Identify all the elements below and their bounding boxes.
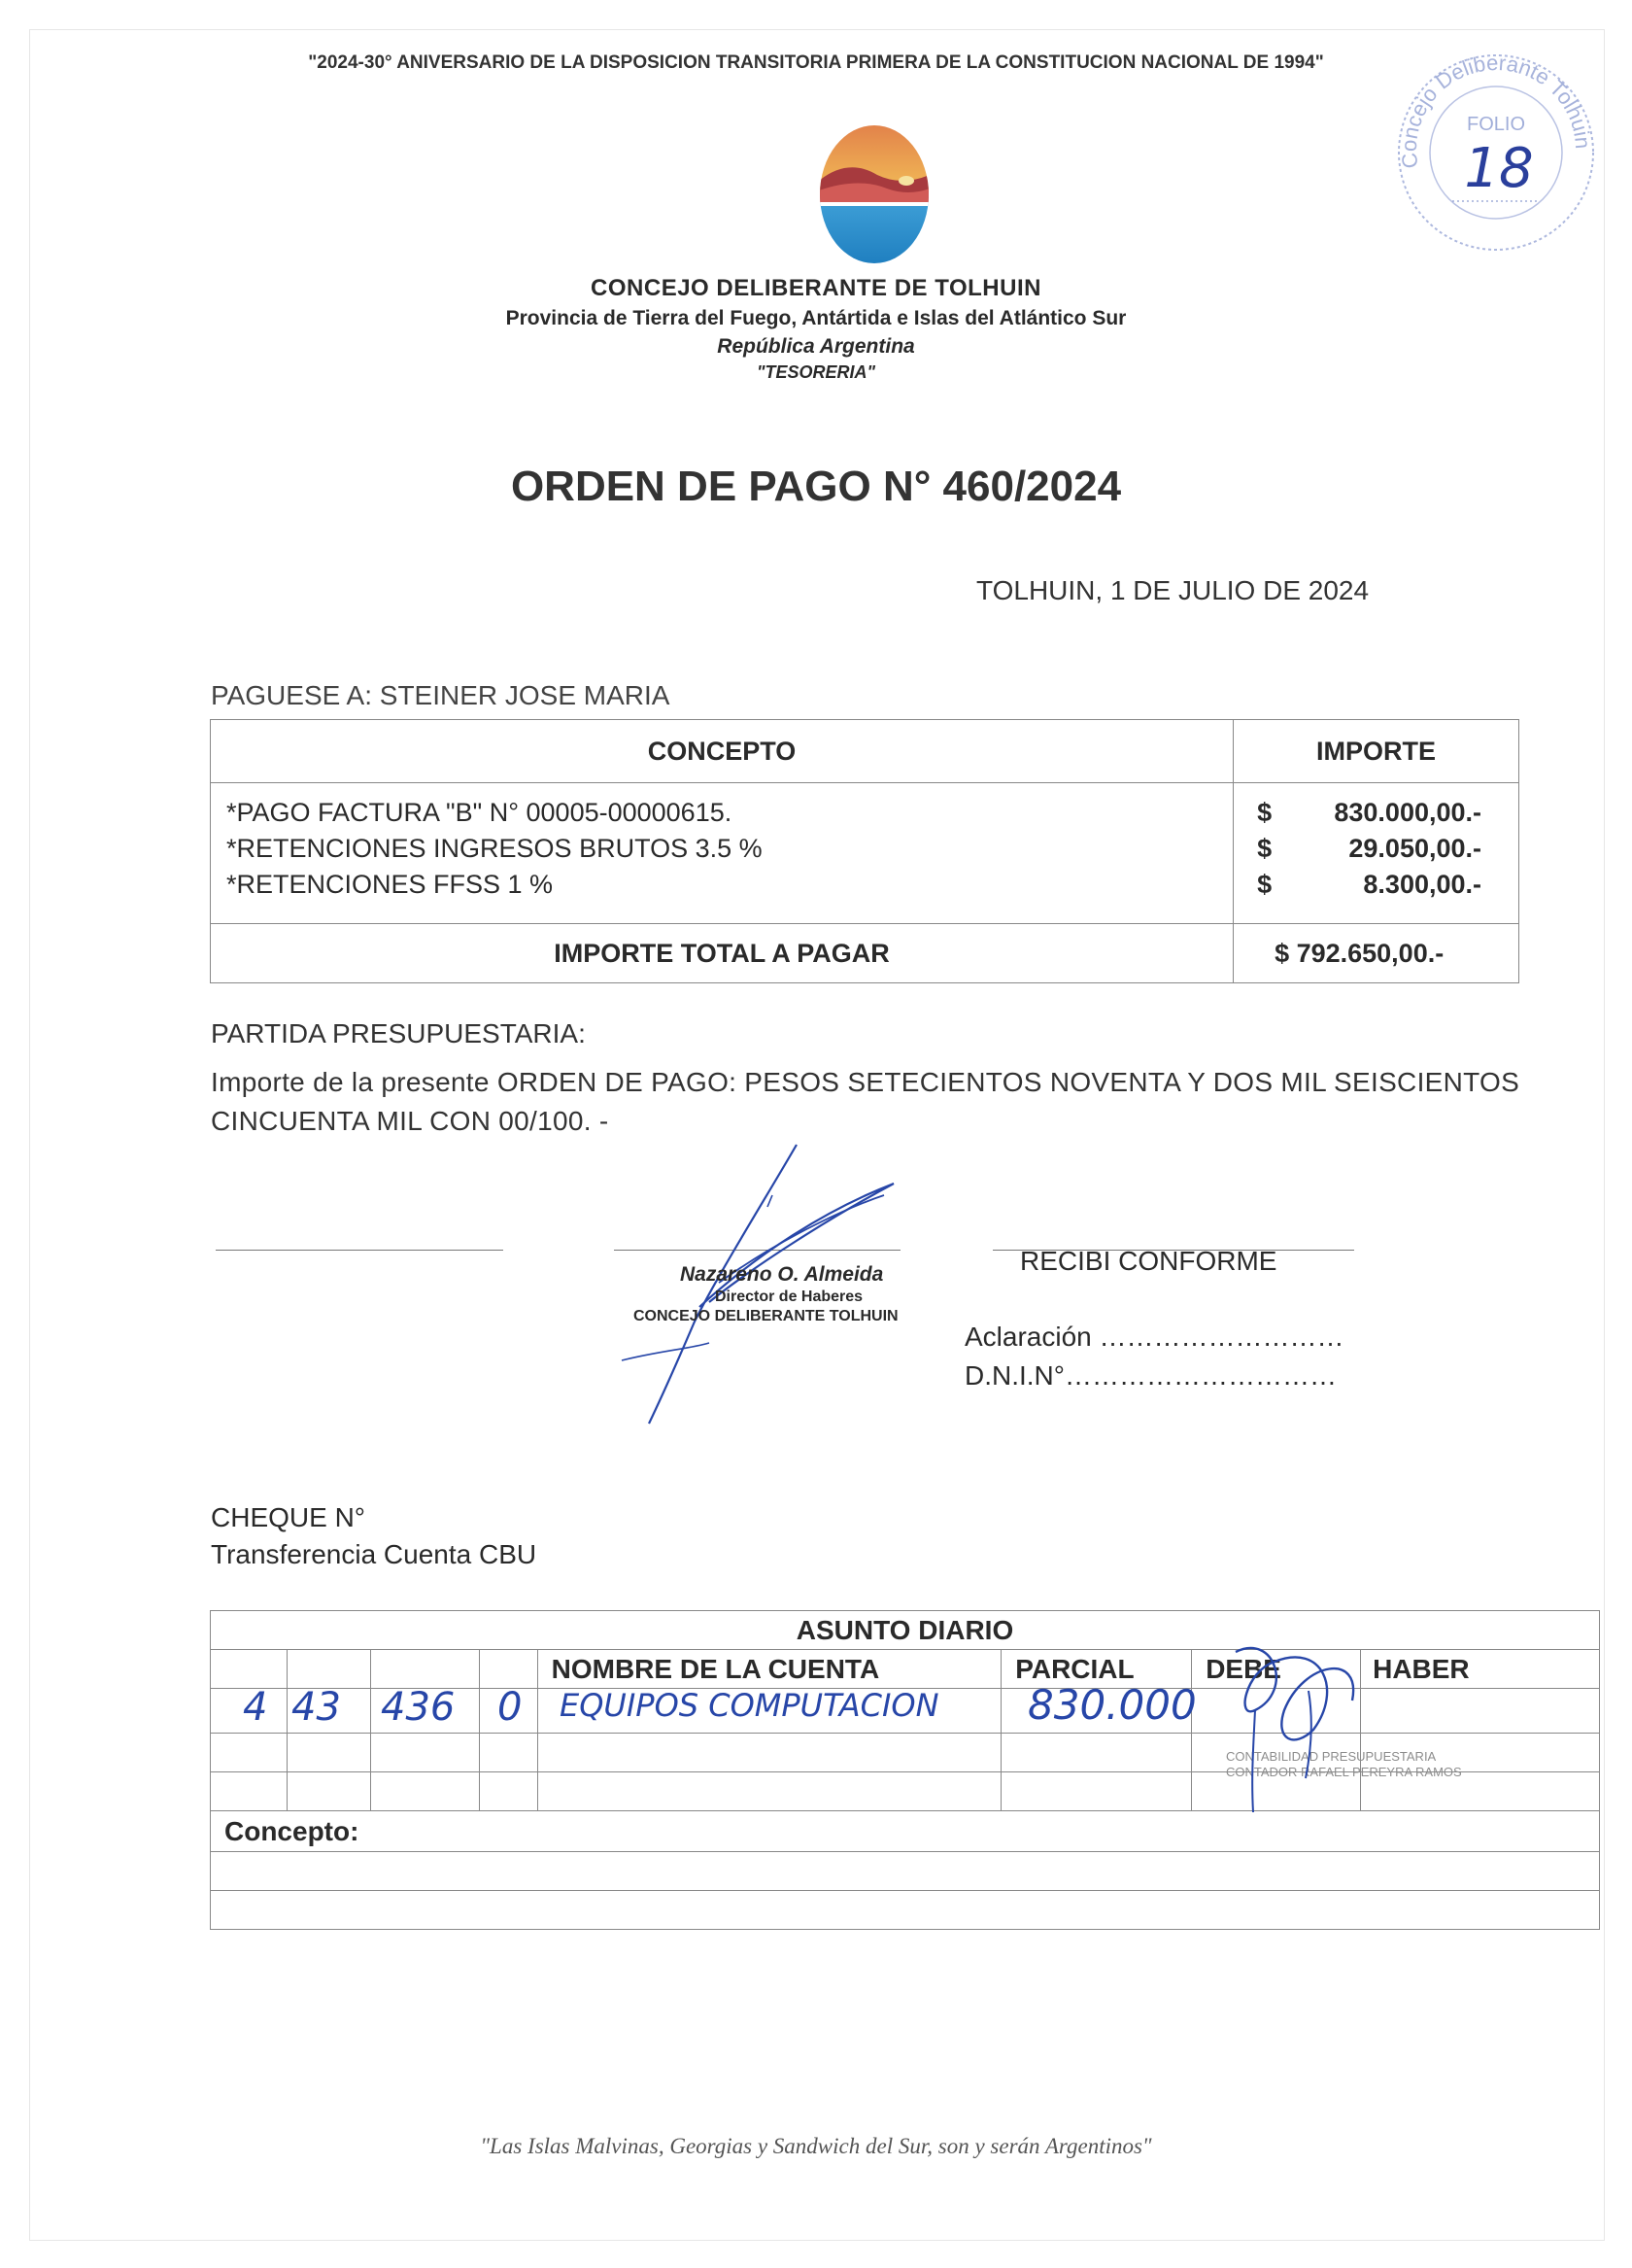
journal-title: ASUNTO DIARIO: [211, 1611, 1600, 1650]
journal-cell: [479, 1772, 537, 1811]
handwritten-partial-amount: 830.000: [1028, 1681, 1197, 1729]
budget-line-label: PARTIDA PRESUPUESTARIA:: [211, 1018, 586, 1048]
total-label: IMPORTE TOTAL A PAGAR: [211, 924, 1234, 983]
concept-cell: [211, 783, 1234, 924]
province-name: Provincia de Tierra del Fuego, Antártida e Islas del Atlántico Sur: [505, 307, 1127, 329]
handwritten-initials: [1216, 1632, 1391, 1817]
signature-line-left: [216, 1250, 503, 1251]
currency-sign: $: [1257, 870, 1273, 899]
amount-header: IMPORTE: [1234, 720, 1519, 783]
journal-cell: [1002, 1772, 1192, 1811]
debit-header: DEBE: [1192, 1650, 1361, 1689]
republic-name: República Argentina: [717, 335, 915, 358]
amount-item: [1257, 795, 1481, 831]
folio-stamp: [1384, 41, 1608, 264]
concept-line: [211, 1891, 1600, 1930]
concept-row: [211, 1811, 1600, 1852]
received-label: RECIBI CONFORME: [1020, 1246, 1277, 1276]
anniversary-banner: "2024-30° ANIVERSARIO DE LA DISPOSICION TRANSITORIA PRIMERA DE LA CONSTITUCION NACIONAL DE 1994": [308, 52, 1324, 73]
amount-value: 830.000,00.-: [1334, 798, 1481, 827]
journal-cell: [211, 1734, 288, 1772]
transfer-label: Transferencia Cuenta CBU: [211, 1539, 537, 1569]
concept-line: [211, 1852, 1600, 1891]
journal-cell: [1361, 1689, 1600, 1734]
footer-motto: "Las Islas Malvinas, Georgias y Sandwich del Sur, son y serán Argentinos": [480, 2134, 1152, 2158]
concept-label: Concepto:: [211, 1811, 1600, 1852]
stamp-folio-number: 18: [1464, 137, 1534, 200]
handwritten-code-3: 436: [381, 1685, 456, 1730]
journal-title-row: [211, 1611, 1600, 1650]
payment-items-row: [211, 783, 1519, 924]
stamp-ring-text: Concejo Deliberante Tolhuin: [1396, 50, 1596, 170]
amount-in-words: Importe de la presente ORDEN DE PAGO: PESOS SETECIENTOS NOVENTA Y DOS MIL SEISCIENTOS CINCUENTA MIL CON 00/100. -: [211, 1067, 1520, 1136]
signer-institution: CONCEJO DELIBERANTE TOLHUIN: [633, 1308, 899, 1324]
amount-cell: [1234, 783, 1519, 924]
cheque-number-label: CHEQUE N°: [211, 1502, 365, 1532]
total-amount: $ 792.650,00.-: [1234, 924, 1519, 983]
journal-cell: [287, 1734, 370, 1772]
credit-header: HABER: [1361, 1650, 1600, 1689]
concept-item: *PAGO FACTURA "B" N° 00005-00000615.: [226, 798, 732, 827]
signer-name: Nazareno O. Almeida: [680, 1263, 884, 1286]
clarification-field: Aclaración ………………………: [965, 1322, 1344, 1352]
amount-item: [1257, 867, 1481, 903]
concept-header: CONCEPTO: [211, 720, 1234, 783]
org-name: CONCEJO DELIBERANTE DE TOLHUIN: [591, 275, 1041, 301]
journal-cell: [1002, 1734, 1192, 1772]
journal-cell: [287, 1650, 370, 1689]
amount-value: 29.050,00.-: [1348, 834, 1481, 863]
payment-table: [210, 719, 1519, 983]
journal-cell: [287, 1772, 370, 1811]
currency-sign: $: [1257, 798, 1273, 827]
department-name: "TESORERIA": [756, 362, 876, 382]
journal-cell: [211, 1891, 1600, 1930]
journal-cell: [370, 1772, 479, 1811]
payment-table-header: [211, 720, 1519, 783]
journal-header-row: [211, 1650, 1600, 1689]
journal-cell: [479, 1734, 537, 1772]
amount-item: [1257, 831, 1481, 867]
stamp-line: CONTADOR RAFAEL PEREYRA RAMOS: [1226, 1765, 1462, 1779]
total-row: [211, 924, 1519, 983]
partial-header: PARCIAL: [1002, 1650, 1192, 1689]
handwritten-code-2: 43: [291, 1685, 341, 1730]
payee: PAGUESE A: STEINER JOSE MARIA: [211, 680, 670, 710]
journal-cell: [537, 1772, 1002, 1811]
currency-sign: $: [1257, 834, 1273, 863]
handwritten-account-name: EQUIPOS COMPUTACION: [560, 1687, 939, 1724]
signer-role: Director de Haberes: [715, 1289, 864, 1305]
journal-cell: [211, 1650, 288, 1689]
concept-item: *RETENCIONES FFSS 1 %: [226, 870, 554, 899]
journal-cell: [370, 1734, 479, 1772]
stamp-folio-label: FOLIO: [1466, 114, 1526, 135]
concept-item: *RETENCIONES INGRESOS BRUTOS 3.5 %: [226, 834, 763, 863]
account-name-header: NOMBRE DE LA CUENTA: [537, 1650, 1002, 1689]
dni-field: D.N.I.N°…………………………: [965, 1360, 1337, 1391]
stamp-line: CONTABILIDAD PRESUPUESTARIA: [1226, 1749, 1437, 1764]
handwritten-code-4: 0: [497, 1685, 523, 1730]
document-date: TOLHUIN, 1 DE JULIO DE 2024: [976, 575, 1370, 605]
journal-cell: [479, 1650, 537, 1689]
journal-cell: [370, 1650, 479, 1689]
journal-cell: [211, 1852, 1600, 1891]
journal-cell: [537, 1734, 1002, 1772]
concejo-logo: [819, 124, 930, 264]
journal-cell: [211, 1772, 288, 1811]
page-title: ORDEN DE PAGO N° 460/2024: [510, 463, 1122, 510]
amount-value: 8.300,00.-: [1363, 870, 1481, 899]
handwritten-code-1: 4: [243, 1685, 268, 1730]
